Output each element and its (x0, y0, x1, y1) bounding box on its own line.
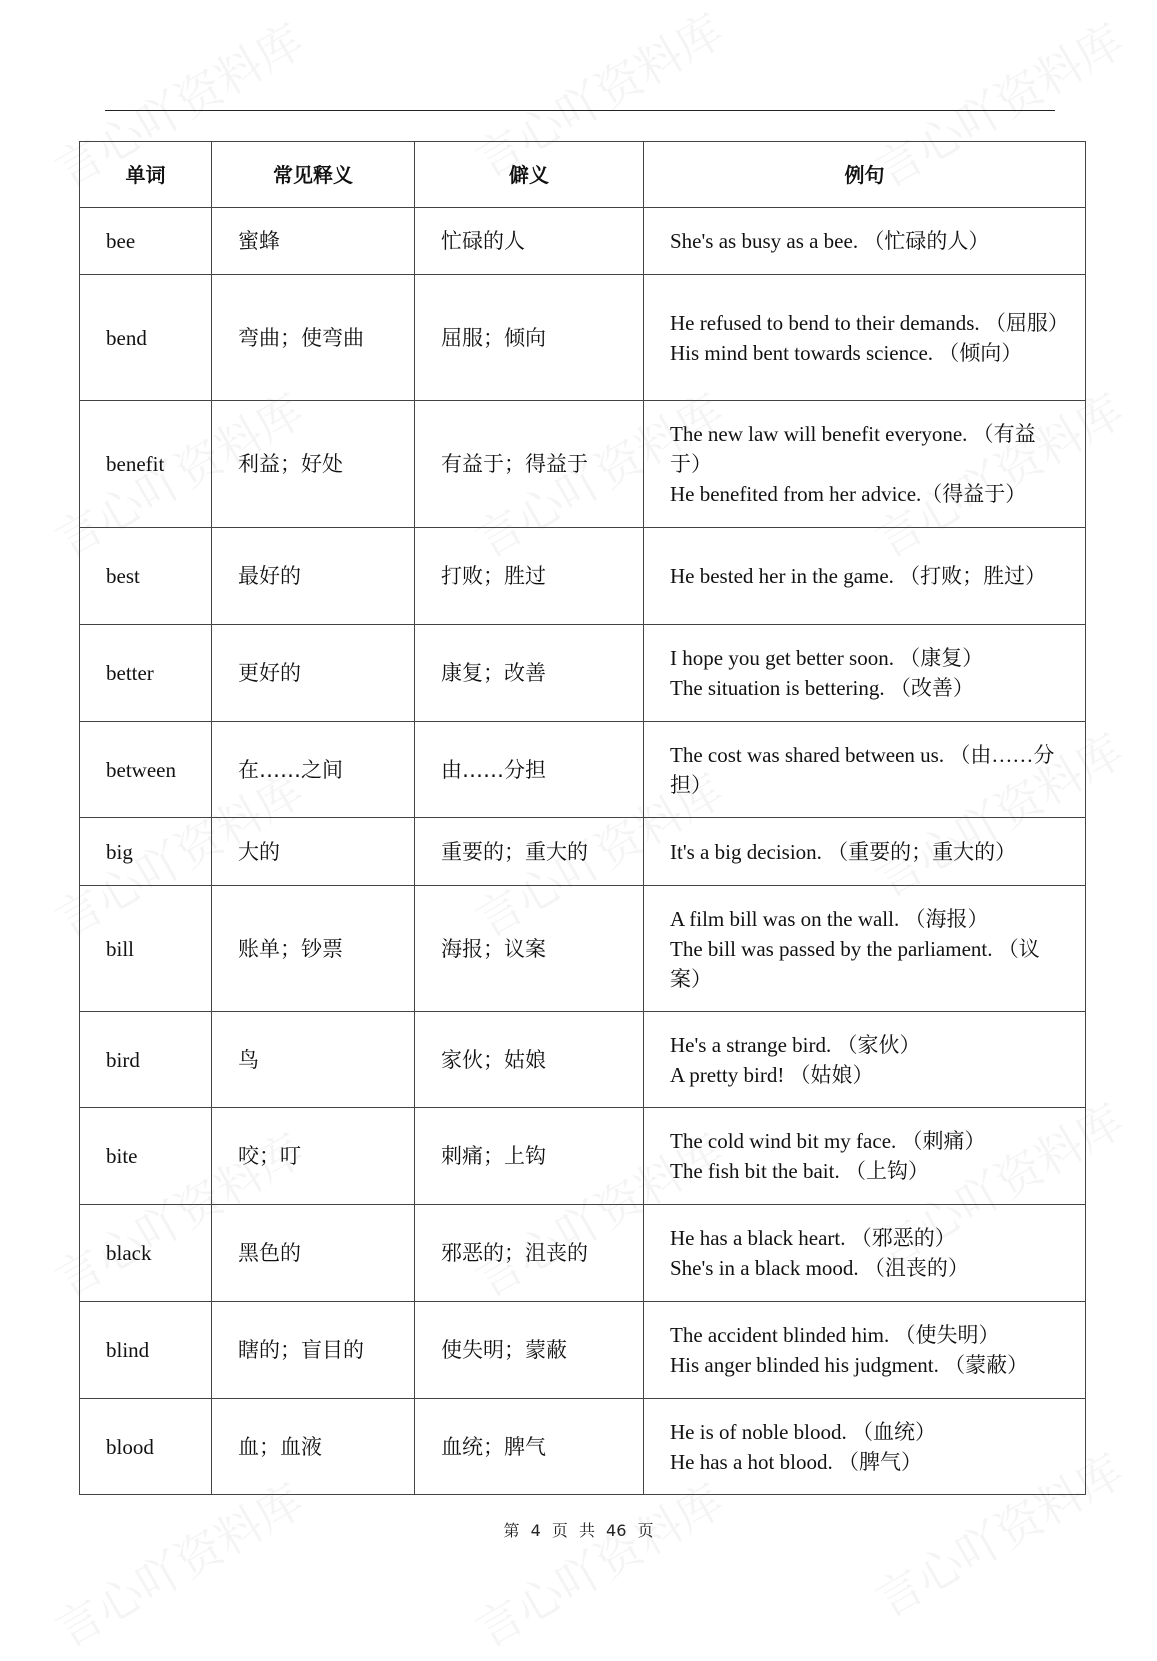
table-row (80, 1399, 1086, 1495)
word-cell: better (80, 625, 212, 722)
vocabulary-table (79, 141, 1086, 1495)
example-sentence: He has a hot blood. （脾气） (670, 1449, 922, 1474)
example-cell (644, 722, 1086, 818)
example-sentence: He is of noble blood. （血统） (670, 1419, 936, 1444)
example-sentence: The cost was shared between us. （由……分担） (670, 742, 1055, 797)
example-sentence: A pretty bird! （姑娘） (670, 1062, 874, 1087)
header-rule (105, 110, 1055, 111)
common-meaning-cell: 咬；叮 (212, 1108, 415, 1205)
common-meaning-cell: 最好的 (212, 528, 415, 625)
example-cell (644, 1108, 1086, 1205)
example-cell (644, 886, 1086, 1012)
rare-meaning-cell: 邪恶的；沮丧的 (415, 1205, 644, 1302)
example-sentence: His anger blinded his judgment. （蒙蔽） (670, 1353, 1029, 1377)
word-cell: bend (80, 275, 212, 401)
example-sentence: She's as busy as a bee. （忙碌的人） (670, 229, 990, 253)
example-sentence: He benefited from her advice.（得益于） (670, 482, 1027, 506)
example-sentence: He bested her in the game. （打败；胜过） (670, 564, 1047, 588)
header-example: 例句 (644, 142, 1086, 208)
common-meaning-cell: 黑色的 (212, 1205, 415, 1302)
word-cell: black (80, 1205, 212, 1302)
page-number: 第 4 页 共 46 页 (503, 1521, 654, 1540)
rare-meaning-cell: 海报；议案 (415, 886, 644, 1012)
example-cell (644, 275, 1086, 401)
common-meaning-cell: 大的 (212, 818, 415, 886)
rare-meaning-cell: 使失明；蒙蔽 (415, 1302, 644, 1399)
word-cell: blood (80, 1399, 212, 1495)
example-sentence: The fish bit the bait. （上钩） (670, 1159, 929, 1183)
common-meaning-cell: 在……之间 (212, 722, 415, 818)
example-sentence: It's a big decision. （重要的；重大的） (670, 839, 1017, 864)
table-row (80, 625, 1086, 722)
common-meaning-cell: 更好的 (212, 625, 415, 722)
header-common-meaning: 常见释义 (212, 142, 415, 208)
example-sentence: The cold wind bit my face. （刺痛） (670, 1129, 986, 1153)
rare-meaning-cell: 屈服；倾向 (415, 275, 644, 401)
common-meaning-cell: 蜜蜂 (212, 208, 415, 275)
rare-meaning-cell: 忙碌的人 (415, 208, 644, 275)
common-meaning-cell: 血；血液 (212, 1399, 415, 1495)
example-sentence: The situation is bettering. （改善） (670, 676, 974, 700)
word-cell: bird (80, 1012, 212, 1108)
table-row (80, 528, 1086, 625)
word-cell: big (80, 818, 212, 886)
example-cell (644, 208, 1086, 275)
example-cell (644, 625, 1086, 722)
table-row (80, 1108, 1086, 1205)
table-row (80, 1205, 1086, 1302)
table-row (80, 818, 1086, 886)
rare-meaning-cell: 刺痛；上钩 (415, 1108, 644, 1205)
example-cell (644, 401, 1086, 528)
table-row (80, 1302, 1086, 1399)
common-meaning-cell: 鸟 (212, 1012, 415, 1108)
table-header-row (80, 142, 1086, 208)
example-cell (644, 528, 1086, 625)
example-sentence: The bill was passed by the parliament. （议案） (670, 936, 1040, 991)
rare-meaning-cell: 打败；胜过 (415, 528, 644, 625)
example-sentence: He has a black heart. （邪恶的） (670, 1226, 956, 1250)
rare-meaning-cell: 重要的；重大的 (415, 818, 644, 886)
word-cell: between (80, 722, 212, 818)
example-cell (644, 1205, 1086, 1302)
example-sentence: He refused to bend to their demands. （屈服） (670, 310, 1069, 335)
example-cell (644, 1399, 1086, 1495)
word-cell: blind (80, 1302, 212, 1399)
header-word: 单词 (80, 142, 212, 208)
word-cell: benefit (80, 401, 212, 528)
example-cell (644, 1012, 1086, 1108)
rare-meaning-cell: 有益于；得益于 (415, 401, 644, 528)
table-row (80, 722, 1086, 818)
example-sentence: A film bill was on the wall. （海报） (670, 906, 989, 931)
word-cell: bee (80, 208, 212, 275)
rare-meaning-cell: 血统；脾气 (415, 1399, 644, 1495)
word-cell: bite (80, 1108, 212, 1205)
table-row (80, 886, 1086, 1012)
example-sentence: I hope you get better soon. （康复） (670, 646, 984, 670)
common-meaning-cell: 瞎的；盲目的 (212, 1302, 415, 1399)
table-row (80, 1012, 1086, 1108)
common-meaning-cell: 利益；好处 (212, 401, 415, 528)
common-meaning-cell: 账单；钞票 (212, 886, 415, 1012)
table-row (80, 208, 1086, 275)
rare-meaning-cell: 康复；改善 (415, 625, 644, 722)
common-meaning-cell: 弯曲；使弯曲 (212, 275, 415, 401)
rare-meaning-cell: 家伙；姑娘 (415, 1012, 644, 1108)
example-cell (644, 1302, 1086, 1399)
table-row (80, 275, 1086, 401)
example-sentence: She's in a black mood. （沮丧的） (670, 1256, 969, 1280)
example-sentence: He's a strange bird. （家伙） (670, 1032, 921, 1057)
header-rare-meaning: 僻义 (415, 142, 644, 208)
word-cell: best (80, 528, 212, 625)
example-sentence: The new law will benefit everyone. （有益于） (670, 422, 1036, 476)
word-cell: bill (80, 886, 212, 1012)
rare-meaning-cell: 由……分担 (415, 722, 644, 818)
example-cell (644, 818, 1086, 886)
table-row (80, 401, 1086, 528)
example-sentence: The accident blinded him. （使失明） (670, 1323, 1000, 1347)
example-sentence: His mind bent towards science. （倾向） (670, 340, 1023, 365)
